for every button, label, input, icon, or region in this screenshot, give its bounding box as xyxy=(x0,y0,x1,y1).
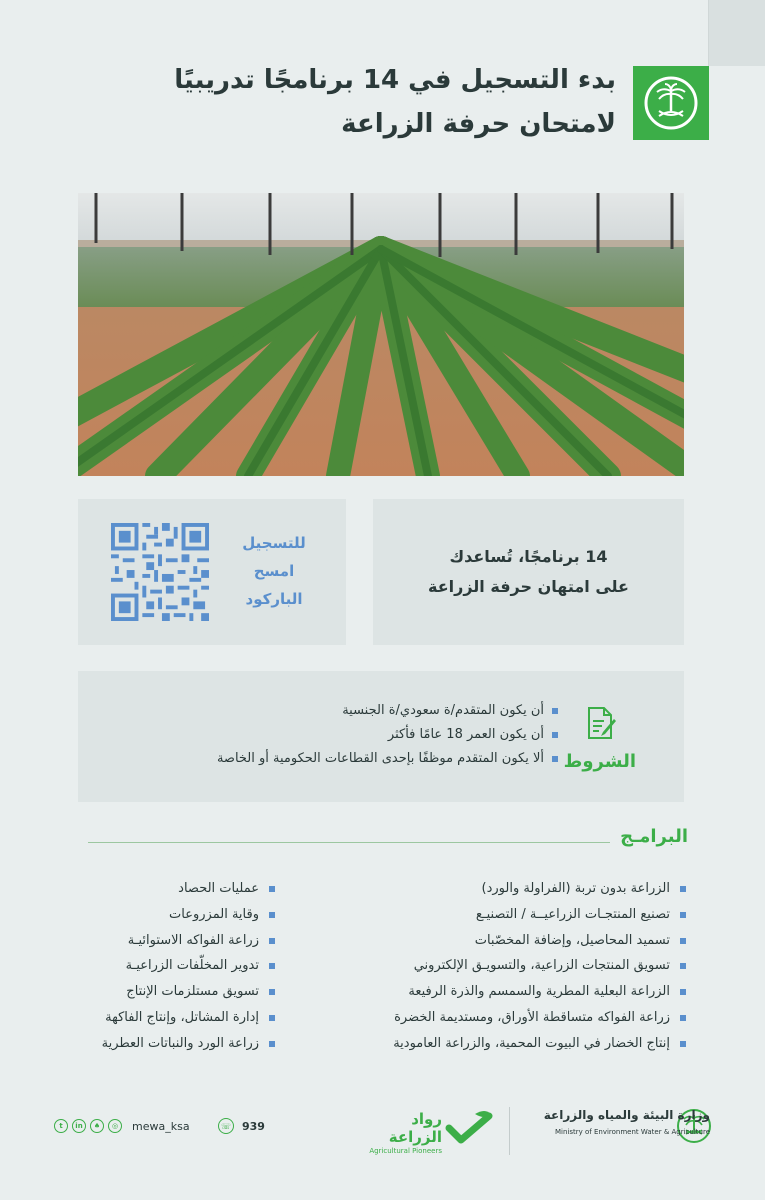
programs-list-right xyxy=(340,876,686,1057)
program-item xyxy=(340,928,686,954)
bullet xyxy=(680,989,686,995)
program-item xyxy=(340,979,686,1005)
logo-box xyxy=(633,66,709,140)
title-line-1: بدء التسجيل في 14 برنامجًا تدريبيًا xyxy=(174,65,616,95)
program-text: تسويق المنتجات الزراعية، والتسويـق الإلكتروني xyxy=(413,958,670,974)
social-links xyxy=(54,1119,190,1133)
condition-item xyxy=(138,723,558,747)
programs-title: البرامـج xyxy=(620,826,688,847)
bullet xyxy=(680,938,686,944)
title-line-2: لامتحان حرفة الزراعة xyxy=(341,109,616,139)
conditions-list xyxy=(138,699,558,771)
condition-text: أن يكون المتقدم/ة سعودي/ة الجنسية xyxy=(342,703,544,718)
phone-icon[interactable]: ☏ xyxy=(218,1118,234,1134)
pioneers-name-ar: رواد الزراعة xyxy=(388,1110,442,1146)
palm-swords-icon xyxy=(643,75,699,131)
program-text: تسميد المحاصيل، وإضافة المخصّبات xyxy=(474,932,670,948)
snapchat-icon[interactable]: ♠ xyxy=(90,1119,104,1133)
program-text: تسويق مستلزمات الإنتاج xyxy=(126,984,259,1000)
program-item xyxy=(100,1031,275,1057)
bullet xyxy=(269,912,275,918)
conditions-panel xyxy=(78,671,684,802)
program-text: تدوير المخلّفات الزراعيـة xyxy=(125,958,259,974)
bullet xyxy=(269,963,275,969)
qr-panel xyxy=(78,499,346,645)
conditions-label: الشروط xyxy=(563,751,636,772)
program-text: إدارة المشاتل، وإنتاج الفاكهة xyxy=(105,1009,259,1025)
bullet xyxy=(269,1015,275,1021)
program-text: إنتاج الخضار في البيوت المحمية، والزراعة العامودية xyxy=(393,1035,670,1051)
bullet xyxy=(680,1015,686,1021)
program-item xyxy=(100,928,275,954)
conditions-header xyxy=(563,705,636,772)
info-panel xyxy=(373,499,684,645)
programs-divider xyxy=(88,842,610,843)
program-item xyxy=(340,876,686,902)
document-pen-icon xyxy=(584,705,618,741)
qr-line-2: امسح xyxy=(253,562,295,580)
program-item xyxy=(340,1005,686,1031)
bullet xyxy=(680,1041,686,1047)
bullet xyxy=(552,732,558,738)
corner-decoration xyxy=(708,0,765,66)
phone-contact xyxy=(218,1118,265,1134)
corner-line xyxy=(708,0,709,66)
program-item xyxy=(100,902,275,928)
linkedin-icon[interactable]: in xyxy=(72,1119,86,1133)
condition-text: ألا يكون المتقدم موظفًا بإحدى القطاعات الحكومية أو الخاصة xyxy=(216,751,544,766)
condition-item xyxy=(138,699,558,723)
bullet xyxy=(269,989,275,995)
pioneers-brand xyxy=(362,1110,442,1155)
program-text: زراعة الفواكه متساقطة الأوراق، ومستديمة الخضرة xyxy=(394,1009,670,1025)
program-text: عمليات الحصاد xyxy=(178,881,259,896)
bullet xyxy=(680,886,686,892)
program-text: تصنيع المنتجـات الزراعيــة / التصنيـع xyxy=(475,906,670,922)
phone-number: 939 xyxy=(242,1119,265,1133)
ministry-name xyxy=(520,1108,710,1136)
instagram-icon[interactable]: ◎ xyxy=(108,1119,122,1133)
program-item xyxy=(340,1031,686,1057)
qr-code[interactable] xyxy=(111,523,209,621)
program-text: الزراعة بدون تربة (الفراولة والورد) xyxy=(481,881,670,896)
page-title xyxy=(174,58,616,146)
bullet xyxy=(680,963,686,969)
program-item xyxy=(340,953,686,979)
program-item xyxy=(100,1005,275,1031)
program-text: وقاية المزروعات xyxy=(169,906,259,922)
program-item xyxy=(100,876,275,902)
program-text: الزراعة البعلية المطرية والسمسم والذرة الرفيعة xyxy=(408,984,670,1000)
bullet xyxy=(269,938,275,944)
program-text: زراعة الورد والنباتات العطرية xyxy=(101,1035,259,1051)
info-line-1: 14 برنامجًا، تُساعدك xyxy=(449,547,608,566)
bullet xyxy=(269,886,275,892)
program-text: زراعة الفواكه الاستوائيـة xyxy=(127,932,259,948)
qr-line-1: للتسجيل xyxy=(242,534,306,552)
ministry-name-ar: وزارة البيئة والمياه والزراعة xyxy=(543,1108,710,1122)
bullet xyxy=(552,756,558,762)
bullet xyxy=(552,708,558,714)
bullet xyxy=(680,912,686,918)
twitter-icon[interactable]: t xyxy=(54,1119,68,1133)
program-item xyxy=(100,953,275,979)
farm-field-photo xyxy=(78,193,684,476)
info-line-2: على امتهان حرفة الزراعة xyxy=(428,577,629,596)
qr-line-3: الباركود xyxy=(245,590,303,608)
ministry-name-en: Ministry of Environment Water & Agriculture xyxy=(555,1128,710,1136)
qr-instructions xyxy=(226,529,322,613)
pioneers-name-en: Agricultural Pioneers xyxy=(369,1147,442,1155)
bullet xyxy=(269,1041,275,1047)
programs-list-left xyxy=(100,876,275,1057)
program-item xyxy=(340,902,686,928)
pioneers-logo-icon xyxy=(445,1110,493,1146)
social-handle[interactable]: mewa_ksa xyxy=(132,1119,190,1133)
condition-text: أن يكون العمر 18 عامًا فأكثر xyxy=(387,727,544,742)
footer-divider xyxy=(509,1107,510,1155)
condition-item xyxy=(138,747,558,771)
program-item xyxy=(100,979,275,1005)
